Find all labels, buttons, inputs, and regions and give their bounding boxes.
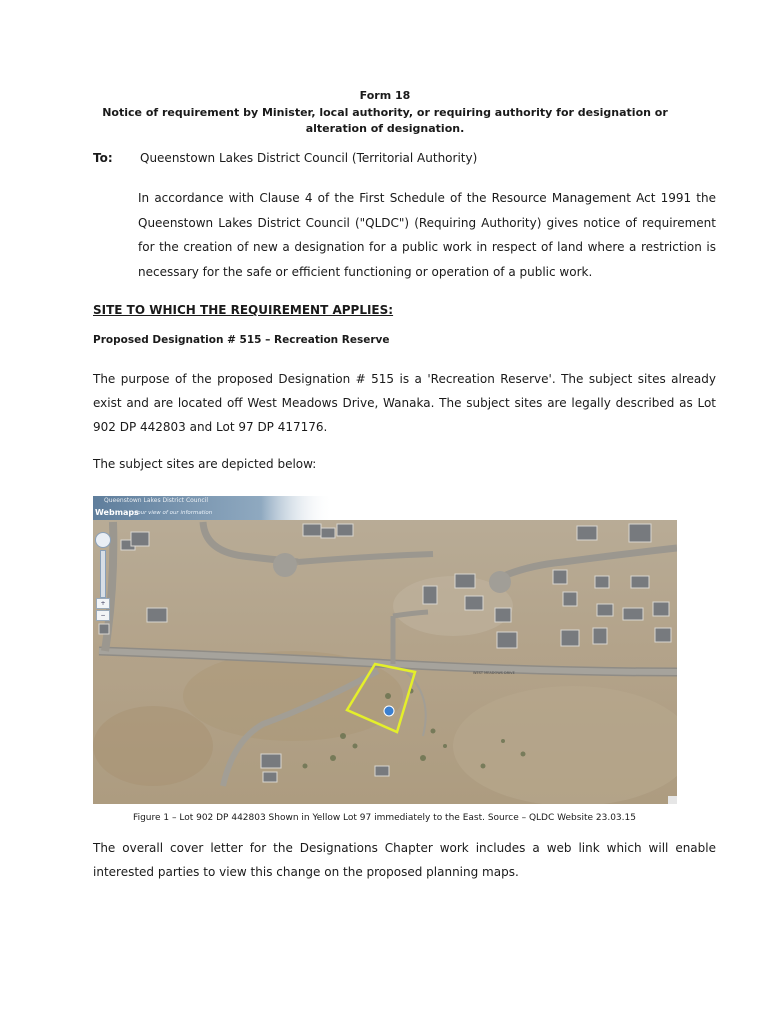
zoom-slider[interactable] [100, 550, 106, 598]
road-label: WEST MEADOWS DRIVE [473, 671, 515, 675]
figure-caption: Figure 1 – Lot 902 DP 442803 Shown in Yellow Lot 97 immediately to the East. Source – QLDC Website 23.03.15 [133, 813, 636, 823]
webmaps-logo: Webmaps [95, 508, 139, 517]
section-heading: SITE TO WHICH THE REQUIREMENT APPLIES: [93, 303, 394, 317]
zoom-out-button[interactable]: − [96, 610, 110, 621]
zoom-in-button[interactable]: + [96, 598, 110, 609]
purpose-paragraph: The purpose of the proposed Designation # 515 is a 'Recreation Reserve'. The subject sites already exist and are located off West Meadows Drive, Wanaka. The subject sites are legally described as Lot 902 DP 442803 and Lot 97 DP 417176. [93, 372, 716, 434]
pan-control-icon[interactable] [95, 532, 111, 548]
to-label: To: [93, 151, 113, 165]
intro-paragraph: In accordance with Clause 4 of the First Schedule of the Resource Management Act 1991 the Queenstown Lakes District Council ("QLDC") (Requiring Authority) gives notice of requirement for the creation of new a designation for a public work in respect of land where a restriction is necessary for the safe or efficient functioning or operation of a public work. [138, 191, 716, 279]
form-title: Notice of requirement by Minister, local authority, or requiring authority for designation or alteration of designation. [102, 106, 668, 135]
to-recipient: Queenstown Lakes District Council (Territorial Authority) [140, 151, 478, 165]
map-app-title: Queenstown Lakes District Council [104, 497, 209, 504]
webmaps-tagline: your view of our information [134, 510, 213, 516]
designation-subheading: Proposed Designation # 515 – Recreation Reserve [93, 334, 390, 346]
closing-paragraph: The overall cover letter for the Designations Chapter work includes a web link which will enable interested parties to view this change on the proposed planning maps. [93, 841, 716, 879]
form-number: Form 18 [359, 89, 411, 102]
aerial-map-image [93, 496, 677, 804]
depicted-text: The subject sites are depicted below: [93, 457, 317, 471]
aerial-map-figure [93, 496, 677, 804]
